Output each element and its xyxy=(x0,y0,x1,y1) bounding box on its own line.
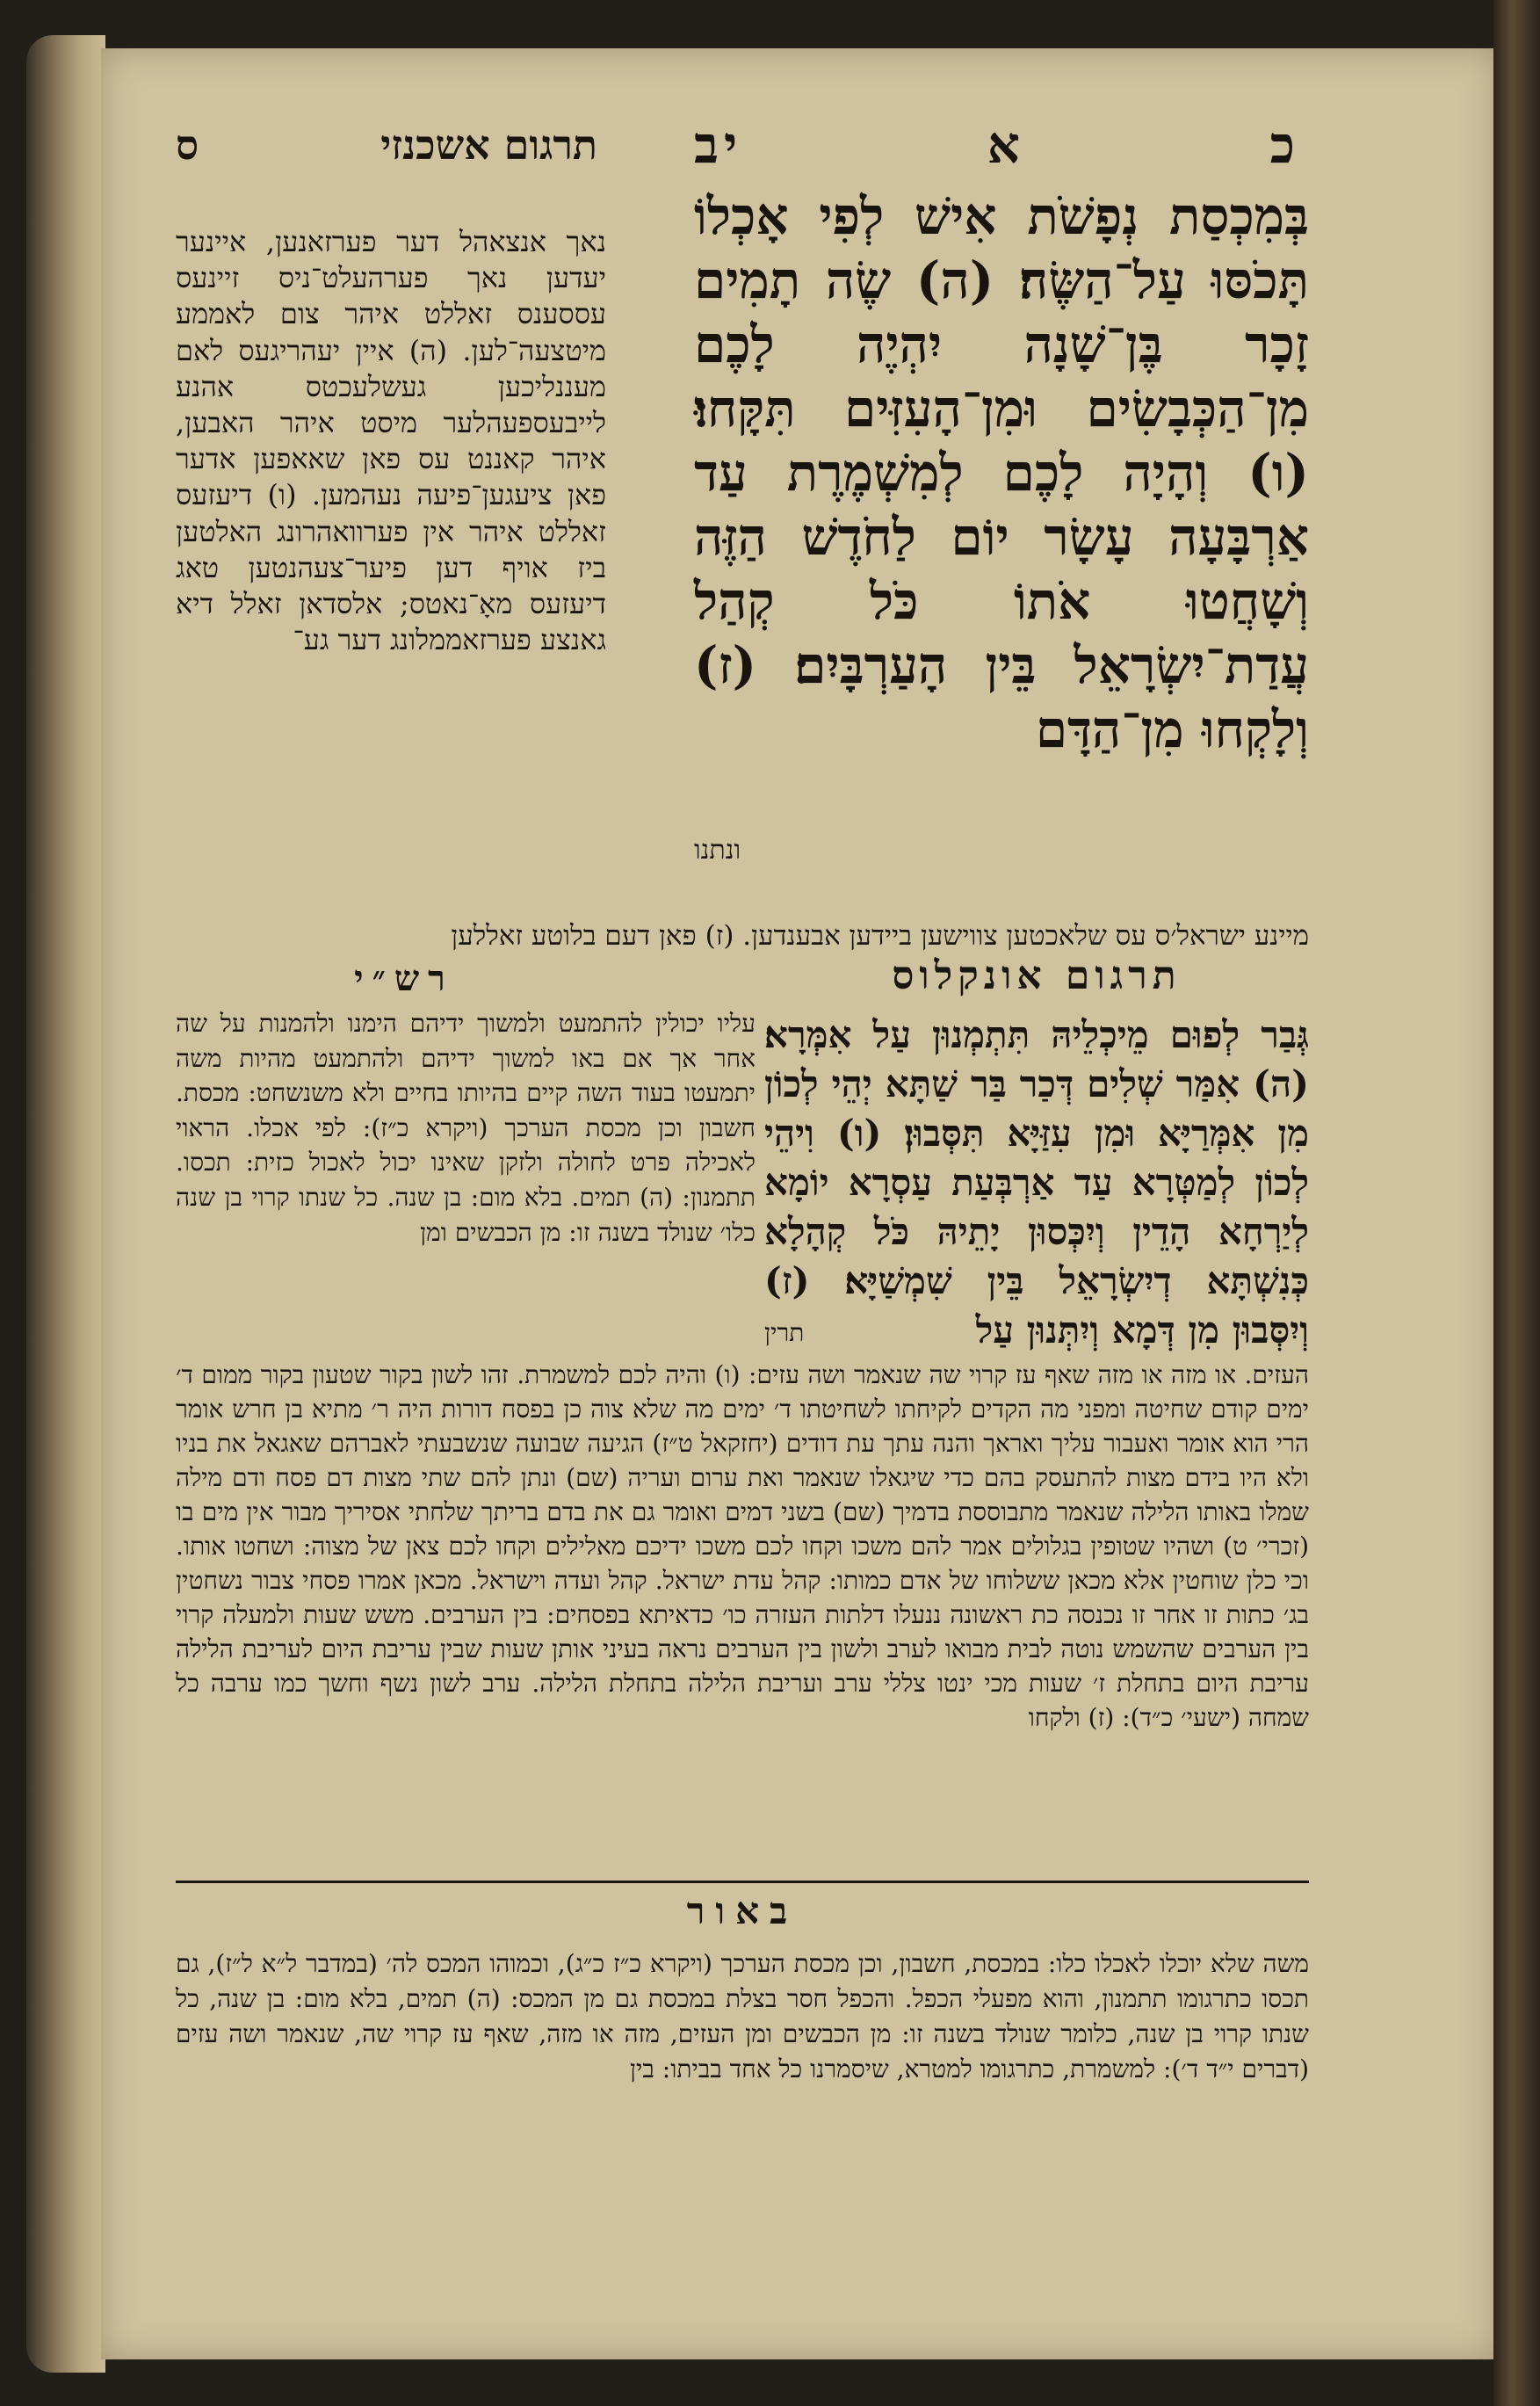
running-header-right xyxy=(694,110,1300,180)
yiddish-translation-column: נאך אנצאהל דער פערזאנען, איינער יעדען נאך פערהעלט־ניס זיינעס עססענס זאללט איהר צום לאממע מיטצעה־לען. (ה) איין יעהריגעס לאם מעננליכען געשלעכטס אהנע לייבעספעהלער מיסט איהר האבען, איהר קאננט עס פאן שאאפען אדער פאן ציעגען־פיעה נעהמען. (ו) דיעזעס זאללט איהר אין פערוואהרונג האלטען ביז אויף דען פיער־צעהנטען טאג דיעזעס מאָ־נאטס; אלסדאן זאלל דיא גאנצע פערזאממלונג דער גע־ xyxy=(176,225,606,657)
translation-title: תרגום אשכנזי xyxy=(380,121,597,169)
book-letter: א xyxy=(987,115,1026,175)
rashi-heading: רש״י xyxy=(354,958,454,999)
onkelos-heading: תרגום אונקלוס xyxy=(892,953,1182,998)
book-spine-edge xyxy=(26,35,105,2373)
rashi-commentary-narrow: עליו יכולין להתמעט ולמשוך ידיהם הימנו ולהמנות על שה אחר אך אם באו למשוך ידיהם ולהתמעט מהיות משה יתמעטו בעוד השה קיים בהיותו בחיים ולא משנשחט: מכסת. חשבון וכן מכסת הערכך (ויקרא כ״ז): לפי אכלו. הראוי לאכילה פרט לחולה ולזקן שאינו יכול לאכול כזית: תכסו. תתמנון: (ה) תמים. בלא מום: בן שנה. כל שנתו קרוי בן שנה כלו׳ שנולד בשנה זו: מן הכבשים ומן xyxy=(176,1009,756,1247)
page-letter: ס xyxy=(176,121,199,169)
verse-number: יב xyxy=(694,115,743,175)
chapter-number: כ xyxy=(1269,115,1300,175)
biur-heading: באור xyxy=(686,1889,799,1932)
biur-commentary: משה שלא יוכלו לאכלו כלו: במכסת, חשבון, וכן מכסת הערכך (ויקרא כ״ז כ״ג), וכמוהו המכס לה׳ (במדבר ל״א ל״ז), גם תכסו כתרגומו תתמנון, והוא מפעלי הכפל. והכפל חסר בצלת במכסת גם מן המכס: (ה) תמים, בלא מום: בן שנה, כל שנתו קרוי בן שנה, כלומר שנולד בשנה זו: מן הכבשים ומן העזים, מזה או מזה, שאף עז קרוי שה, שנאמר ושה עזים (דברים י״ד ד׳): למשמרת, כתרגומו למטרא, שיסמרנו כל אחד בביתו: בין xyxy=(176,1949,1309,2084)
running-header-left xyxy=(176,114,597,176)
onkelos-aramaic-text: גְּבַר לְפוּם מֵיכְלֵיהּ תִּתְמְנוּן עַל אִמְּרָא׃ (ה) אִמַּר שְׁלִים דְּכַר בַּר שַׁתָּא יְהֵי לְכוֹן מִן אִמְּרַיָּא וּמִן עִזַּיָּא תִּסְּבוּן׃ (ו) וִיהֵי לְכוֹן לְמַטְּרָא עַד אַרְבְּעַת עַסְרָא יוֹמָא לְיַרְחָא הָדֵין וְיִכְּסוּן יָתֵיהּ כֹּל קְהָלָא כְּנִשְׁתָּא דְיִשְׂרָאֵל בֵּין שִׁמְשַׁיָּא׃ (ז) וְיִסְּבוּן מִן דְּמָא וְיִתְּנוּן עַל xyxy=(764,1013,1309,1352)
verse-catchword: ונתנו xyxy=(694,835,741,866)
facing-page-edge xyxy=(1493,0,1540,2406)
rashi-commentary-wide: העזים. או מזה או מזה שאף עז קרוי שה שנאמר ושה עזים: (ו) והיה לכם למשמרת. זהו לשון בקור שטעון בקור ממום ד׳ ימים קודם שחיטה ומפני מה הקדים לקיחתו לשחיטתו ד׳ ימים מה שלא צוה כן בפסח דורות היה ר׳ מתיא בן חרש אומר הרי הוא אומר ואעבור עליך ואראך והנה עתך עת דודים (יחזקאל ט״ז) הגיעה שבועה שנשבעתי לאברהם שאגאל את בניו ולא היו בידם מצות להתעסק בהם כדי שיגאלו שנאמר ואת ערום ועריה (שם) ונתן להם שתי מצות דם פסח ודם מילה שמלו באותו הלילה שנאמר מתבוססת בדמיך (שם) בשני דמים ואומר גם את בדם בריתך שלחתי אסיריך מבור אין מים בו (זכרי׳ ט) ושהיו שטופין בגלולים אמר להם משכו וקחו לכם משכו ידיכם מאלילים וקחו לכם צאן של מצוה: ושחטו אותו. וכי כלן שוחטין אלא מכאן ששלוחו של אדם כמותו: קהל עדת ישראל. קהל ועדה וישראל. מכאן אמרו פסחי צבור נשחטין בג׳ כתות זו אחר זו נכנסה כת ראשונה ננעלו דלתות העזרה כו׳ כדאיתא בפסחים: בין הערבים. משש שעות ולמעלה קרוי בין הערבים שהשמש נוטה לבית מבואו לערב ולשון בין הערבים נראה בעיני אותן שעות שבין עריבת היום לעריבת הלילה עריבת היום בתחלת ז׳ שעות מכי ינטו צללי ערב ועריבת הלילה בתחלת הלילה. ערב לשון נשף וחשך כמו ערבה כל שמחה (ישעי׳ כ״ד): (ז) ולקחו xyxy=(176,1360,1310,1732)
section-divider-rule xyxy=(176,1881,1309,1883)
yiddish-continuation-line: מיינע ישראל׳ס עס שלאכטען צווישען ביידען אבענדען. (ז) פאן דעם בלוטע זאללען xyxy=(451,920,1309,952)
onkelos-catchword: תרין xyxy=(764,1318,805,1347)
hebrew-verse-text: בְּמִכְסַת נְפָשֹׁת אִישׁ לְפִי אָכְלוֹ תָּכֹסּוּ עַל־הַשֶּׂה׃ (ה) שֶׂה תָמִים זָכָר בֶּן־שָׁנָה יִהְיֶה לָכֶם מִן־הַכְּבָשִׂים וּמִן־הָעִזִּים תִּקָּחוּ׃ (ו) וְהָיָה לָכֶם לְמִשְׁמֶרֶת עַד אַרְבָּעָה עָשָׂר יוֹם לַחֹדֶשׁ הַזֶּה וְשָׁחֲטוּ אֹתוֹ כֹּל קְהַל עֲדַת־יִשְׂרָאֵל בֵּין הָעַרְבָּיִם׃ (ז) וְלָקְחוּ מִן־הַדָּם xyxy=(694,186,1309,759)
book-page xyxy=(101,48,1498,2359)
